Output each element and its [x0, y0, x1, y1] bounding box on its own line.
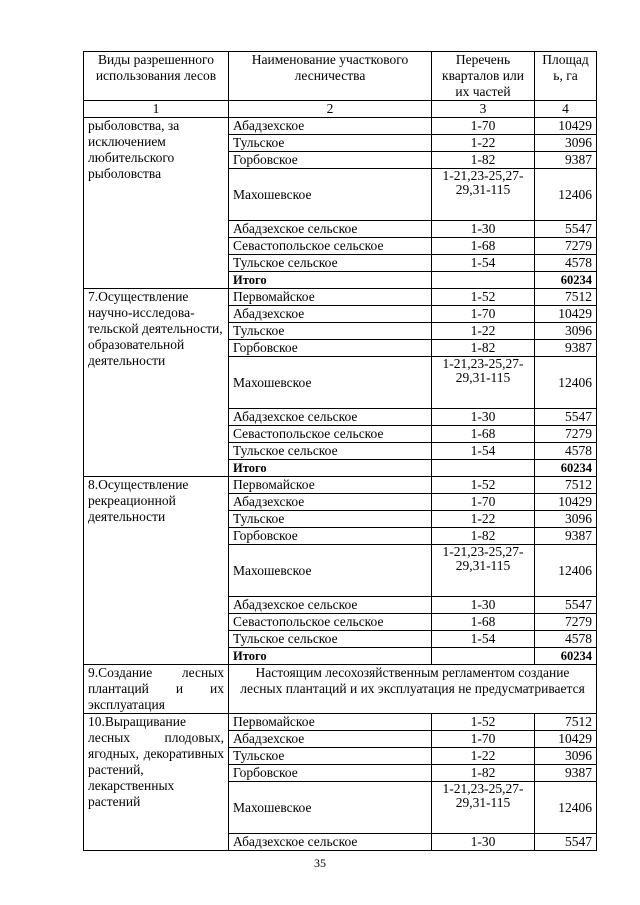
area-ha: 12406 — [535, 169, 597, 221]
area-ha: 10429 — [535, 306, 597, 323]
forestry-name: Первомайское — [229, 714, 432, 731]
area-ha: 12406 — [535, 782, 597, 834]
forestry-name: Горбовское — [229, 528, 432, 545]
forestry-name: Абадзехское сельское — [229, 409, 432, 426]
column-number-3: 3 — [432, 101, 535, 118]
quarters: 1-68 — [432, 426, 535, 443]
area-ha: 9387 — [535, 152, 597, 169]
page-number: 35 — [314, 856, 326, 870]
use-category: 8.Осуществление рекреационной деятельности — [84, 477, 229, 665]
quarters: 1-22 — [432, 511, 535, 528]
area-ha: 10429 — [535, 118, 597, 135]
quarters: 1-21,23-25,27-29,31-115 — [432, 782, 535, 834]
area-ha: 4578 — [535, 443, 597, 460]
quarters: 1-21,23-25,27-29,31-115 — [432, 169, 535, 221]
quarters: 1-22 — [432, 323, 535, 340]
quarters: 1-30 — [432, 597, 535, 614]
area-ha: 7279 — [535, 426, 597, 443]
forestry-name: Абадзехское — [229, 731, 432, 748]
header-row — [84, 52, 597, 101]
forestry-name: Первомайское — [229, 289, 432, 306]
quarters: 1-82 — [432, 152, 535, 169]
table-row — [84, 477, 597, 494]
quarters: 1-70 — [432, 118, 535, 135]
header-area-line1: Площад — [542, 52, 589, 67]
forestry-name: Севастопольское сельское — [229, 614, 432, 631]
total-quarters-empty — [432, 272, 535, 289]
forestry-name: Абадзехское сельское — [229, 834, 432, 851]
forestry-name: Горбовское — [229, 340, 432, 357]
forestry-name: Тульское — [229, 748, 432, 765]
area-ha: 3096 — [535, 135, 597, 152]
quarters: 1-22 — [432, 748, 535, 765]
use-category: 10.Выращивание лесных плодовых, ягодных, декоративных растений, лекарственных растений — [84, 714, 229, 851]
forestry-name: Абадзехское — [229, 306, 432, 323]
quarters: 1-54 — [432, 255, 535, 272]
forestry-name: Тульское — [229, 511, 432, 528]
forestry-name: Махошевское — [229, 782, 432, 834]
column-number-2: 2 — [229, 101, 432, 118]
area-ha: 3096 — [535, 748, 597, 765]
quarters: 1-82 — [432, 340, 535, 357]
area-ha: 3096 — [535, 323, 597, 340]
total-label: Итого — [229, 648, 432, 665]
header-area — [535, 52, 597, 101]
use-category: рыболовства, за исключением любительского рыболовства — [84, 118, 229, 289]
forestry-name: Махошевское — [229, 545, 432, 597]
area-ha: 5547 — [535, 221, 597, 238]
forestry-name: Горбовское — [229, 765, 432, 782]
header-area-line2: ь, га — [553, 68, 578, 83]
area-ha: 9387 — [535, 765, 597, 782]
total-quarters-empty — [432, 460, 535, 477]
area-ha: 12406 — [535, 545, 597, 597]
table-row — [84, 714, 597, 731]
quarters: 1-52 — [432, 289, 535, 306]
table-row — [84, 118, 597, 135]
quarters: 1-21,23-25,27-29,31-115 — [432, 545, 535, 597]
total-area: 60234 — [535, 272, 597, 289]
quarters: 1-21,23-25,27-29,31-115 — [432, 357, 535, 409]
quarters: 1-22 — [432, 135, 535, 152]
forestry-name: Тульское сельское — [229, 255, 432, 272]
quarters: 1-70 — [432, 306, 535, 323]
area-ha: 4578 — [535, 255, 597, 272]
forestry-name: Абадзехское сельское — [229, 597, 432, 614]
quarters: 1-70 — [432, 494, 535, 511]
total-label: Итого — [229, 460, 432, 477]
total-area: 60234 — [535, 460, 597, 477]
quarters: 1-30 — [432, 834, 535, 851]
header-quarters: Перечень кварталов или их частей — [432, 52, 535, 101]
quarters: 1-54 — [432, 631, 535, 648]
forestry-name: Абадзехское сельское — [229, 221, 432, 238]
area-ha: 5547 — [535, 834, 597, 851]
area-ha: 5547 — [535, 597, 597, 614]
quarters: 1-30 — [432, 221, 535, 238]
column-number-4: 4 — [535, 101, 597, 118]
use-category: 7.Осуществление научно-исследова-тельской деятельности, образовательной деятельности — [84, 289, 229, 477]
quarters: 1-30 — [432, 409, 535, 426]
forestry-name: Тульское — [229, 135, 432, 152]
regulation-note: Настоящим лесохозяйственным регламентом создание лесных плантаций и их эксплуатация не предусматривается — [229, 665, 597, 714]
area-ha: 10429 — [535, 731, 597, 748]
forestry-name: Тульское сельское — [229, 631, 432, 648]
area-ha: 7279 — [535, 614, 597, 631]
note-row — [84, 665, 597, 714]
area-ha: 7512 — [535, 477, 597, 494]
forestry-name: Севастопольское сельское — [229, 426, 432, 443]
area-ha: 7512 — [535, 714, 597, 731]
quarters: 1-82 — [432, 528, 535, 545]
area-ha: 9387 — [535, 340, 597, 357]
area-ha: 12406 — [535, 357, 597, 409]
quarters: 1-68 — [432, 614, 535, 631]
header-use-type: Виды разрешенного использования лесов — [84, 52, 229, 101]
forest-use-table — [83, 51, 597, 851]
total-label: Итого — [229, 272, 432, 289]
forestry-name: Махошевское — [229, 169, 432, 221]
total-quarters-empty — [432, 648, 535, 665]
forestry-name: Горбовское — [229, 152, 432, 169]
quarters: 1-82 — [432, 765, 535, 782]
quarters: 1-70 — [432, 731, 535, 748]
quarters: 1-54 — [432, 443, 535, 460]
forestry-name: Первомайское — [229, 477, 432, 494]
area-ha: 4578 — [535, 631, 597, 648]
header-forestry-name: Наименование участкового лесничества — [229, 52, 432, 101]
forestry-name: Махошевское — [229, 357, 432, 409]
area-ha: 7279 — [535, 238, 597, 255]
area-ha: 7512 — [535, 289, 597, 306]
area-ha: 9387 — [535, 528, 597, 545]
forestry-name: Абадзехское — [229, 494, 432, 511]
table-row — [84, 289, 597, 306]
area-ha: 5547 — [535, 409, 597, 426]
forestry-name: Тульское сельское — [229, 443, 432, 460]
forestry-name: Севастопольское сельское — [229, 238, 432, 255]
total-area: 60234 — [535, 648, 597, 665]
quarters: 1-52 — [432, 714, 535, 731]
column-number-1: 1 — [84, 101, 229, 118]
area-ha: 3096 — [535, 511, 597, 528]
column-number-row — [84, 101, 597, 118]
quarters: 1-52 — [432, 477, 535, 494]
quarters: 1-68 — [432, 238, 535, 255]
forestry-name: Тульское — [229, 323, 432, 340]
use-category: 9.Создание лесных плантаций и их эксплуатация — [84, 665, 229, 714]
area-ha: 10429 — [535, 494, 597, 511]
forestry-name: Абадзехское — [229, 118, 432, 135]
